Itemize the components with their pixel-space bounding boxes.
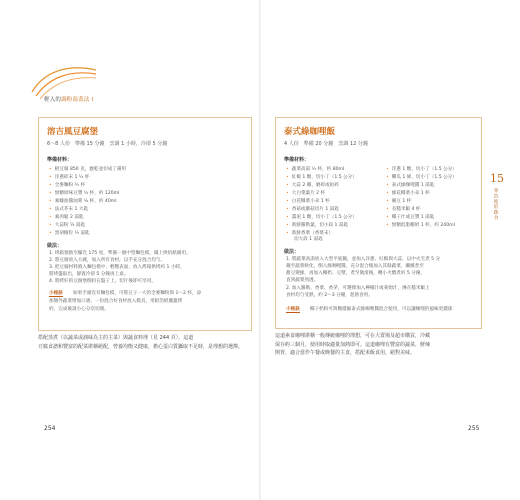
section-title: 調粉湯蓋法 I <box>61 97 94 103</box>
method-step: 3. 把豆腐材料填入麵包模中，輕壓表面，放入烤箱烘烤約 1 小時， <box>49 265 185 270</box>
section-prefix: 輕入的 <box>44 97 62 103</box>
ingredient-item: • 綠花椰菜小朵 1 杯 <box>386 190 430 196</box>
ingredient-item: • 椰子汁或豆漿 1 湯匙 <box>386 214 434 220</box>
footnote-line: 這道素食咖哩堪稱一般傳統咖哩的理想，可在大賣場及超市購買，冷藏 <box>275 333 431 339</box>
section-label <box>44 95 93 103</box>
ingredient-item: • 大蒜粉 ¼ 湯匙 <box>49 222 85 228</box>
right-method-heading: 做法： <box>284 249 300 255</box>
method-step: 1. 將蔬菜高湯放入大型平底鍋，並加入洋蔥、紅椒與大蒜，以中火烹煮 5 分 <box>286 257 441 262</box>
footnote-line: 開胃，適合當作午餐或晚餐的主食，搭配米飯食用，絕對美味。 <box>275 350 416 356</box>
ingredient-item: • 白花椰菜小朵 1 杯 <box>286 198 330 204</box>
method-step: 鐘至蔬菜軟化，倒入綠咖哩醬，充分混合後加入其餘蔬菜，繼續煮至 <box>286 264 424 269</box>
left-recipe-title: 溶吉風豆腐堡 <box>47 127 99 137</box>
ingredient-item: • 薑泥 1 顆，切小丁（1.5 公分） <box>286 214 357 220</box>
method-step: 2. 將豆腐放入大碗，加入所有食材，以手充分混合均勻。 <box>49 258 166 263</box>
ingredient-item: • 泰式綠咖哩醬 1 湯匙 <box>386 182 434 188</box>
ingredient-item: • 法式芥末 1 大匙 <box>49 206 88 212</box>
ingredient-item: • 素肉鬆 2 湯匙 <box>49 214 84 220</box>
method-step: 甜豆變綠，再加入椰奶、豆漿，煮至微滾後，轉小火燉煮約 5 分鐘， <box>286 271 426 276</box>
tip-badge: 小秘訣 <box>286 307 300 312</box>
ingredient-continuation: 切大段 1 湯匙 <box>294 237 323 242</box>
left-recipe-card <box>38 117 252 331</box>
left-footnote <box>38 334 252 351</box>
ingredient-item: • 大蒜 2 瓣，磨碎或拍碎 <box>286 182 339 188</box>
ingredient-item: • 大白菜葉片 2 杯 <box>286 190 325 196</box>
left-method-heading: 做法： <box>47 243 63 249</box>
tip-text: 加額外蔬菜增加口感，一份混合好食材放入模具，用鋁箔紙覆蓋烤 <box>49 299 183 304</box>
tip-text: 椰子奶粉可與糖濃縮泰式綠咖哩醬混合使用，可以讓咖哩的風味更濃郁 <box>310 307 453 312</box>
ingredient-item: • 洋蔥碎末 1 ½ 杯 <box>49 174 89 180</box>
ingredient-item: • 素蠔油醬油膏 ⅙ 杯，約 40ml <box>49 198 117 204</box>
method-step: 4. 將烤好的豆腐堡倒扣在盤子上，切片後即可享用。 <box>49 279 156 284</box>
ingredient-item: • 黑胡椒粒 ¼ 湯匙 <box>49 230 90 236</box>
right-recipe-card <box>275 117 482 329</box>
footnote-line: 保存約三個月，使用時取適量加熱即可。這道咖哩有豐富的蔬菜，鮮辣 <box>275 341 431 348</box>
left-page-number: 254 <box>44 425 56 432</box>
tip-badge: 小秘訣 <box>49 291 63 296</box>
right-recipe-meta: 4 人份 準備 20 分鐘 烹調 12 分鐘 <box>284 141 368 147</box>
chapter-title-vertical: 零負擔的蔬食 <box>493 188 498 221</box>
ingredient-item: • 全麥麵粉 ¾ 杯 <box>49 182 85 188</box>
right-page-number: 255 <box>468 425 480 432</box>
chapter-number: 15 <box>490 172 504 185</box>
ingredient-item: • 紅椒 1 顆，切小丁（1.5 公分） <box>286 174 357 180</box>
ingredient-item: • 蔬菜高湯 ⅓ 杯，約 80ml <box>286 166 344 172</box>
right-recipe-title: 泰式綠咖哩飯 <box>284 127 336 137</box>
tip-text: 如果手頭沒有麵包模，可將豆子一大的全麥麵粉與 1～2 杯，添 <box>73 291 202 296</box>
right-footnote <box>275 332 485 358</box>
page-gutter <box>259 0 261 500</box>
ingredient-item: • 碗豆 1 杯 <box>386 198 411 204</box>
right-ingredients-heading: 準備材料： <box>284 157 310 163</box>
ingredient-item: • 櫛瓜 1 條，切小丁（1.5 公分） <box>386 174 457 180</box>
left-ingredients-heading: 準備材料： <box>47 157 73 163</box>
footnote-line: 搭配蒸煮（以蔬菜或滷味為主的主菜）與蔬食料理（見 244 頁），這道 <box>38 335 194 341</box>
method-step: 1. 烤箱預熱至攝氏 175 度，準備一個中型麵包模，鋪上烘焙紙備用。 <box>49 251 191 256</box>
method-step: 食材均勻受熱，約 2～3 分鐘，趁熱食用。 <box>286 293 373 298</box>
ingredient-item: • 長糙米飯 4 杯 <box>386 206 421 212</box>
method-step: 將烤盤取出，靜置冷卻 5 分鐘再上桌。 <box>49 272 129 277</box>
ingredient-item: • 香菇或蘑菇切片 1 湯匙 <box>286 206 339 212</box>
ingredient-item: • 板豆腐 850 克，瀝乾並切成丁備用 <box>49 166 126 172</box>
footnote-line: 豆腐食譜和豐富的配菜堪稱絕配，營養均衡又健康，擔心蛋白質攝取不足時，是理想的選擇。 <box>38 343 244 350</box>
ingredient-item: • 無糖低脂椰奶 1 杯，約 240ml <box>386 222 455 228</box>
tip-text: 約，完成後請小心分次切開。 <box>49 307 109 312</box>
ingredient-item: • 新鮮香菜（香菜末） <box>286 230 333 236</box>
left-recipe-meta: 6～8 人份 準備 15 分鐘 烹調 1 小時，冷卻 5 分鐘 <box>47 141 168 147</box>
method-step: 直到蔬菜熟透。 <box>286 278 319 283</box>
method-step: 2. 加入羅勒、香菜、香茅，可選擇加入檸檬汁或萊姆汁，淋在糙米飯上 <box>286 286 430 291</box>
ingredient-item: • 無糖原味豆漿 ½ 杯，約 120ml <box>49 190 119 196</box>
ingredient-item: • 洋蔥 1 顆，切小丁（1.5 公分） <box>386 166 457 172</box>
ingredient-item: • 新鮮羅勒葉，切小段 1 湯匙 <box>286 222 348 228</box>
